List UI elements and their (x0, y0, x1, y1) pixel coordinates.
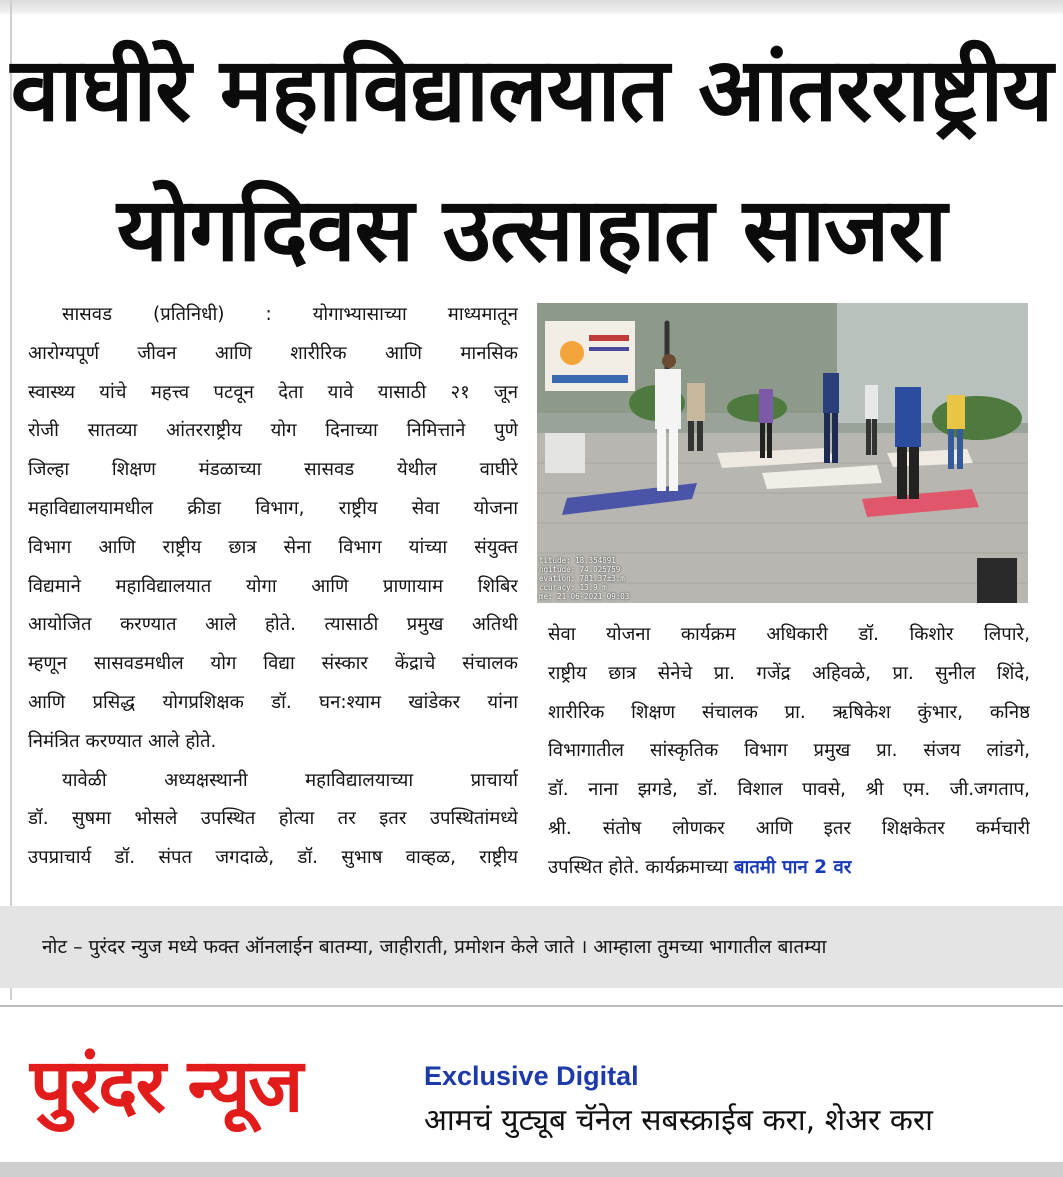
article-line: आयोजित करण्यात आले होते. त्यासाठी प्रमुख अतिथी (28, 614, 518, 636)
geotag-line: ngitude: 74.025759 (539, 565, 621, 574)
article-line: यावेळी अध्यक्षस्थानी महाविद्यालयाच्या प्राचार्या (62, 769, 518, 791)
notice-text: नोट – पुरंदर न्युज मध्ये फक्त ऑनलाईन बातम्या, जाहीराती, प्रमोशन केले जाते । आम्हाला तुमच्या भागातील बातम्या (42, 936, 827, 958)
continued-on-page-2[interactable]: बातमी पान 2 वर (733, 856, 852, 878)
top-edge (0, 0, 1063, 14)
article-line: म्हणून सासवडमधील योग विद्या संस्कार केंद्राचे संचालक (28, 653, 518, 675)
geotag-line: ccuracy: 13.9 m (539, 583, 607, 592)
divider (0, 1005, 1063, 1007)
article-line: महाविद्यालयामधील क्रीडा विभाग, राष्ट्रीय सेवा योजना (28, 497, 518, 519)
brand-logo: पुरंदर न्यूज (30, 1043, 302, 1129)
article-line: शारीरिक शिक्षण संचालक प्रा. ऋषिकेश कुंभार, कनिष्ठ (548, 701, 1030, 723)
article-right-column (548, 616, 1030, 888)
article-line-text: उपस्थित होते. कार्यक्रमाच्या (548, 856, 729, 878)
article-line: विद्यमाने महाविद्यालयात योगा आणि प्राणायाम शिबिर (28, 575, 518, 597)
article-line: डॉ. सुषमा भोसले उपस्थित होत्या तर इतर उपस्थितांमध्ये (28, 808, 518, 830)
article-line: आणि प्रसिद्ध योगप्रशिक्षक डॉ. घन:श्याम खांडेकर यांना (28, 691, 518, 713)
article-line: सेवा योजना कार्यक्रम अधिकारी डॉ. किशोर लिपारे, (548, 624, 1030, 645)
yoga-session-photo (537, 303, 1028, 603)
article-line: डॉ. नाना झगडे, डॉ. विशाल पावसे, श्री एम. जी.जगताप, (548, 779, 1030, 801)
article-line: आरोग्यपूर्ण जीवन आणि शारीरिक आणि मानसिक (28, 342, 518, 364)
article-line: उपप्राचार्य डॉ. संपत जगदाळे, डॉ. सुभाष वाव्हळ, राष्ट्रीय (28, 847, 518, 869)
subscribe-callout: आमचं युट्यूब चॅनेल सबस्क्राईब करा, शेअर करा (424, 1103, 933, 1138)
geotag-line: titude: 18.354891 (539, 556, 616, 565)
article-line: राष्ट्रीय छात्र सेनेचे प्रा. गजेंद्र अहिवळे, प्रा. सुनील शिंदे, (548, 662, 1030, 684)
bottom-bar (0, 1162, 1063, 1177)
article-line: स्वास्थ्य यांचे महत्त्व पटवून देता यावे यासाठी २१ जून (28, 381, 518, 403)
geotag-line: evation: 781.37±3.m (539, 574, 625, 583)
article-line: विभाग आणि राष्ट्रीय छात्र सेना विभाग यांच्या संयुक्त (28, 536, 518, 558)
headline-line-2: योगदिवस उत्साहात साजरा (116, 178, 947, 281)
article-line: सासवड (प्रतिनिधी) : योगाभ्यासाच्या माध्यमातून (62, 304, 518, 325)
article-line: रोजी सातव्या आंतरराष्ट्रीय योग दिनाच्या निमित्ताने पुणे (28, 420, 518, 442)
article-line: श्री. संतोष लोणकर आणि इतर शिक्षकेतर कर्मचारी (548, 817, 1030, 839)
article-left-column (28, 296, 518, 878)
article-line: जिल्हा शिक्षण मंडळाच्या सासवड येथील वाघीरे (28, 459, 518, 481)
article-line: विभागातील सांस्कृतिक विभाग प्रमुख प्रा. संजय लांडगे, (548, 740, 1030, 762)
article-line: निमंत्रित करण्यात आले होते. (28, 730, 217, 752)
article-line-last (548, 849, 1030, 888)
photo-geotag (539, 556, 629, 601)
geotag-line: me: 21-06-2021 09:03 (539, 592, 630, 601)
headline-line-1: वाघीरे महाविद्यालयात आंतरराष्ट्रीय (10, 38, 1053, 141)
brand-tagline: Exclusive Digital (424, 1061, 639, 1091)
column-rule (10, 0, 12, 1000)
